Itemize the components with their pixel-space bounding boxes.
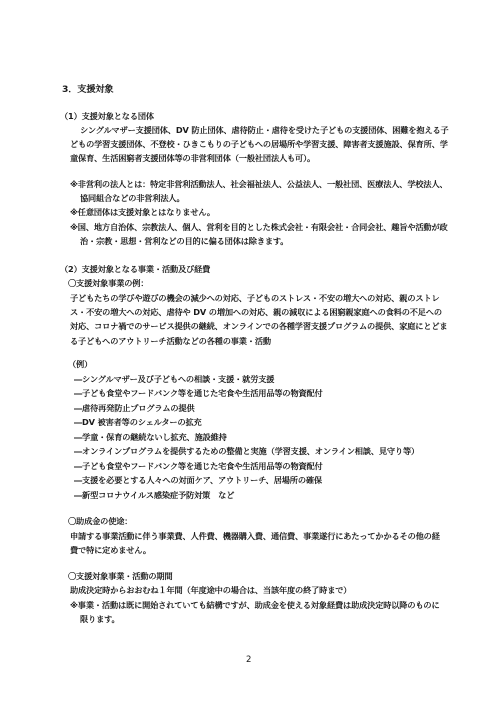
part1-body-line: どもの学習支援団体、不登校・ひきこもりの子どもへの居場所や学習支援、障害者支援施設、保育所、学 (70, 139, 448, 149)
period-body-line: 助成決定時からおおむね１年間（年度途中の場合は、当該年度の終了時まで） (70, 585, 352, 595)
list-item: ―支援を必要とする人々への対面ケア、アウトリーチ、居場所の確保 (74, 475, 322, 485)
list-item: ―子ども食堂やフードバンク等を通じた宅食や生活用品等の物資配付 (74, 461, 323, 471)
list-item: ―DV 被害者等のシェルターの拡充 (74, 417, 202, 427)
funds-title: 〇助成金の使途： (68, 516, 133, 526)
part2-heading: （2）支援対象となる事業・活動及び経費 (60, 264, 211, 274)
list-item: ―オンラインプログラムを提供するための整備と実施（学習支援、オンライン相談、見守り等） (74, 446, 420, 456)
page-number: 2 (246, 655, 252, 665)
funds-body-line: 費で特に定めません。 (70, 545, 151, 555)
example-title: 〇支援対象事業の例： (68, 278, 149, 288)
part1-note: 治・宗教・思想・営利などの目的に偏る団体は除きます。 (80, 236, 289, 246)
example-body-line: る子どもへのアウトリーチ活動などの各種の事業・活動 (70, 336, 271, 346)
list-item: ―学童・保育の継続ないし拡充、施設維持 (74, 432, 227, 442)
example-body-line: 対応、コロナ禍でのサービス提供の継続、オンラインでの各種学習支援プログラムの提供、家庭にとどま (70, 321, 448, 331)
period-title: 〇支援対象事業・活動の期間 (68, 571, 173, 581)
list-item: ―シングルマザー及び子どもへの相談・支援・就労支援 (74, 374, 275, 384)
list-title: （例） (68, 359, 93, 369)
list-item: ―新型コロナウイルス感染症予防対策 など (74, 490, 235, 500)
part1-body-line: シングルマザー支援団体、DV 防止団体、虐待防止・虐待を受けた子どもの支援団体、困難を抱える子 (80, 125, 449, 135)
part1-note: ※国、地方自治体、宗教法人、個人、営利を目的とした株式会社・有限会社・合同会社、趣旨や活動が政 (70, 222, 448, 232)
list-item: ―虐待再発防止プログラムの提供 (74, 403, 195, 413)
part1-note: ※任意団体は支援対象とはなりません。 (70, 207, 215, 217)
funds-body-line: 申請する事業活動に伴う事業費、人件費、機器購入費、通信費、事業遂行にあたってかかるその他の経 (70, 531, 440, 541)
period-body-line: ※事業・活動は既に開始されていても結構ですが、助成金を使える対象経費は助成決定時以降のものに (70, 600, 440, 610)
part1-note: ※非営利の法人とは：特定非営利活動法人、社会福祉法人、公益法人、一般社団、医療法人、学校法人、 (70, 179, 448, 189)
list-item: ―子ども食堂やフードバンク等を通じた宅食や生活用品等の物資配付 (74, 388, 323, 398)
period-body-line: 限ります。 (80, 614, 120, 624)
section-title: 3．支援対象 (62, 84, 114, 95)
part1-body-line: 童保育、生活困窮者支援団体等の非営利団体（一般社団法人も可）。 (70, 153, 316, 163)
part1-note: 協同組合などの非営利法人。 (80, 193, 185, 203)
example-body-line: ス・不安の増大への対応、虐待や DV の増加への対応、親の減収による困窮親家庭への食料の不足への (70, 307, 442, 317)
part1-heading: （1）支援対象となる団体 (60, 111, 154, 121)
example-body-line: 子どもたちの学びや遊びの機会の減少への対応、子どものストレス・不安の増大への対応、親のストレ (70, 293, 440, 303)
